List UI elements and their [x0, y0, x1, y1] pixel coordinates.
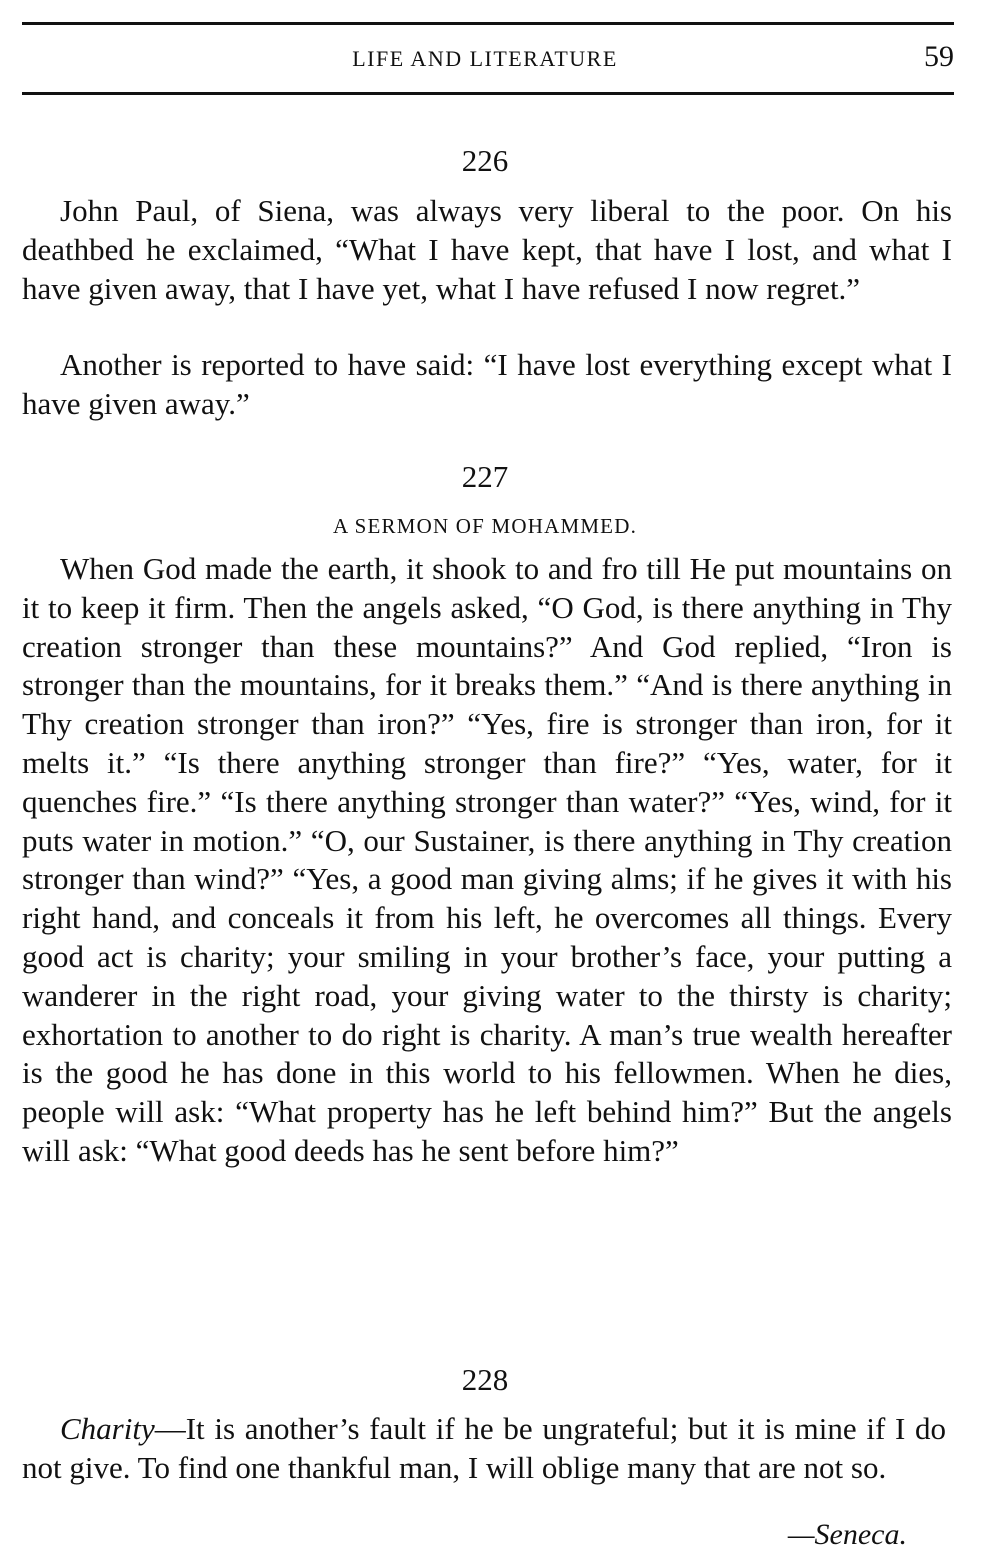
entry-227-paragraph: When God made the earth, it shook to and fro till He put mountains on it to keep it firm. Then the angels asked, “O God, is there anything in Thy creation stronger than these mountains?” And God replied, “Iron is stronger than the mountains, for it breaks them.” “And is there anything in Thy creation stronger than iron?” “Yes, fire is stronger than iron, for it melts it.” “Is there anything stronger than fire?” “Yes, water, for it quenches fire.” “Is there anything stronger than water?” “Yes, wind, for it puts water in motion.” “O, our Sustainer, is there anything in Thy creation stronger than wind?” “Yes, a good man giving alms; if he gives it with his right hand, and conceals it from his left, he overcomes all things. Every good act is charity; your smiling in your brother’s face, your putting a wanderer in the right road, your giving water to the thirsty is charity; exhortation to another to do right is charity. A man’s true wealth hereafter is the good he has done in this world to his fellowmen. When he dies, people will ask: “What property has he left behind him?” But the angels will ask: “What good deeds has he sent before him?”	[22, 551, 952, 1168]
header-bottom-rule	[22, 92, 954, 95]
entry-226-paragraph-1: John Paul, of Siena, was always very liberal to the poor. On his deathbed he exclaimed, “What I have kept, that have I lost, and what I have given away, that I have yet, what I have refused I now regret.”	[22, 193, 952, 306]
entry-228-attribution: —Seneca.	[787, 1518, 907, 1551]
entry-227-heading: A SERMON OF MOHAMMED.	[332, 514, 638, 538]
header-top-rule	[22, 22, 954, 25]
entry-228-paragraph	[22, 1410, 946, 1488]
running-header: LIFE AND LITERATURE	[352, 46, 618, 71]
entry-228-lead: Charity	[60, 1411, 155, 1446]
entry-228-text: —It is another’s fault if he be ungrateful; but it is mine if I do not give. To find one thankful man, I will oblige many that are not so.	[22, 1411, 946, 1485]
entry-number-226: 226	[461, 143, 509, 178]
entry-number-228: 228	[461, 1362, 509, 1397]
entry-226-paragraph-2: Another is reported to have said: “I have lost everything except what I have given away.”	[22, 347, 952, 421]
page-number: 59	[924, 40, 954, 73]
entry-number-227: 227	[461, 459, 509, 494]
